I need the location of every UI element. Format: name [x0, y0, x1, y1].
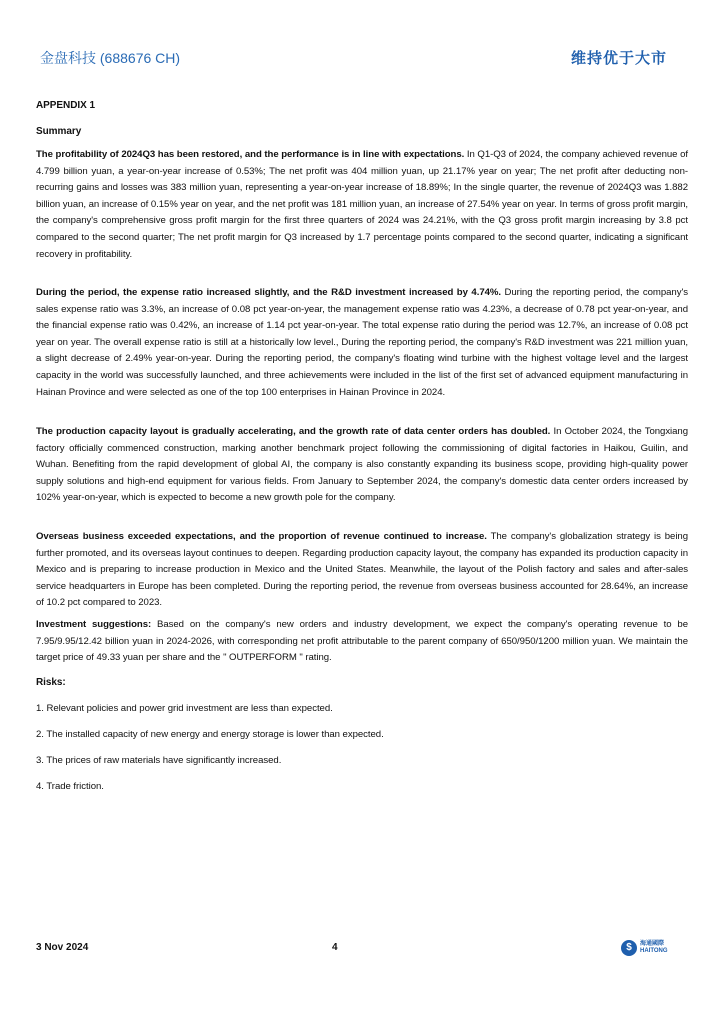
- paragraph-investment: [36, 617, 688, 667]
- paragraph-body: In Q1-Q3 of 2024, the company achieved revenue of 4.799 billion yuan, a year-on-year increase of 0.53%; The net profit was 404 million yuan, up 21.17% year on year; The net profit after deducting non-recurring gains and losses was 383 million yuan, representing a year-on-year increase of 18.89%; In the single quarter, the revenue of 2024Q3 was 1.882 billion yuan, an increase of 0.15% year on year, and the net profit was 181 million yuan, an increase of 27.54% year on year. In terms of gross profit margin, the company's comprehensive gross profit margin for the first three quarters of 2024 was 24.21%, with the Q3 gross profit margin increasing by 3.8 pct compared to the second quarter; The net profit margin for Q3 increased by 1.7 percentage points compared to the second quarter, indicating a significant recovery in profitability.: [36, 149, 688, 260]
- paragraph-lead: Investment suggestions:: [36, 619, 152, 630]
- paragraph-body: The company's globalization strategy is being further promoted, and its overseas layout continues to deepen. Regarding production capacity layout, the company has expanded its production capacity in Mexico and is preparing to increase production in Mexico and the United States. Meanwhile, the layout of the Polish factory and sales and after-sales service headquarters in Europe has been completed. During the reporting period, the revenue from overseas business accounted for 28.64%, an increase of 10.2 pct compared to 2023.: [36, 531, 688, 609]
- paragraph-profitability: [36, 147, 688, 263]
- paragraph-body: Based on the company's new orders and industry development, we expect the company's operating revenue to be 7.95/9.95/12.42 billion yuan in 2024-2026, with corresponding net profit attributable to the parent company of 650/950/1200 million yuan. We maintain the target price of 49.33 yuan per share and the " OUTPERFORM " rating.: [36, 619, 688, 664]
- paragraph-lead: The profitability of 2024Q3 has been restored, and the performance is in line with expectations.: [36, 149, 465, 160]
- risk-item: 2. The installed capacity of new energy and energy storage is lower than expected.: [36, 729, 384, 740]
- paragraph-lead: The production capacity layout is gradually accelerating, and the growth rate of data center orders has doubled.: [36, 426, 551, 437]
- paragraph-lead: Overseas business exceeded expectations, and the proportion of revenue continued to increase.: [36, 531, 487, 542]
- footer-date: 3 Nov 2024: [36, 942, 89, 953]
- summary-title: Summary: [36, 126, 82, 137]
- header-rating: 维持优于大市: [570, 49, 667, 67]
- header-company: 金盘科技 (688676 CH): [40, 50, 181, 66]
- paragraph-expense: [36, 285, 688, 401]
- risk-item: 1. Relevant policies and power grid investment are less than expected.: [36, 703, 333, 714]
- risks-title: Risks:: [36, 677, 66, 688]
- haitong-logo-icon: $: [621, 940, 637, 956]
- risk-item: 3. The prices of raw materials have significantly increased.: [36, 755, 282, 766]
- paragraph-lead: During the period, the expense ratio increased slightly, and the R&D investment increased by 4.74%.: [36, 287, 501, 298]
- appendix-title: APPENDIX 1: [36, 100, 95, 111]
- haitong-logo-text: [640, 941, 668, 955]
- logo-cn: 海通國際: [640, 941, 665, 947]
- logo-en: HAITONG: [640, 948, 668, 954]
- paragraph-capacity: [36, 424, 688, 507]
- paragraph-body: In October 2024, the Tongxiang factory officially commenced construction, marking another benchmark project following the commissioning of digital factories in Haikou, Guilin, and Wuhan. Benefiting from the rapid development of global AI, the company is also constantly expanding its business scope, providing high-quality power supply solutions and high-end equipment for various fields. From January to September 2024, the company's domestic data center orders increased by 102% year-on-year, which is expected to become a new growth pole for the company.: [36, 426, 688, 504]
- risk-item: 4. Trade friction.: [36, 781, 104, 792]
- paragraph-overseas: [36, 529, 688, 612]
- page-number: 4: [332, 942, 338, 953]
- haitong-logo: [621, 940, 668, 956]
- paragraph-body: During the reporting period, the company's sales expense ratio was 3.3%, an increase of 0.08 pct year-on-year, the management expense ratio was 4.23%, a decrease of 0.78 pct year-on-year, and the financial expense ratio was 0.42%, an increase of 1.14 pct year-on-year. The total expense ratio during the period was 12.7%, an increase of 0.08 pct year on year. The overall expense ratio is still at a historically low level., During the reporting period, the company's R&D investment was 221 million yuan, a slight decrease of 2.49% year-on-year. During the reporting period, the company's floating wind turbine with the highest voltage level and the largest capacity in the world was successfully launched, and three achievements were included in the list of the first set of advanced equipment manufacturing in Hainan Province and were selected as one of the top 100 enterprises in Hainan Province in 2024.: [36, 287, 688, 398]
